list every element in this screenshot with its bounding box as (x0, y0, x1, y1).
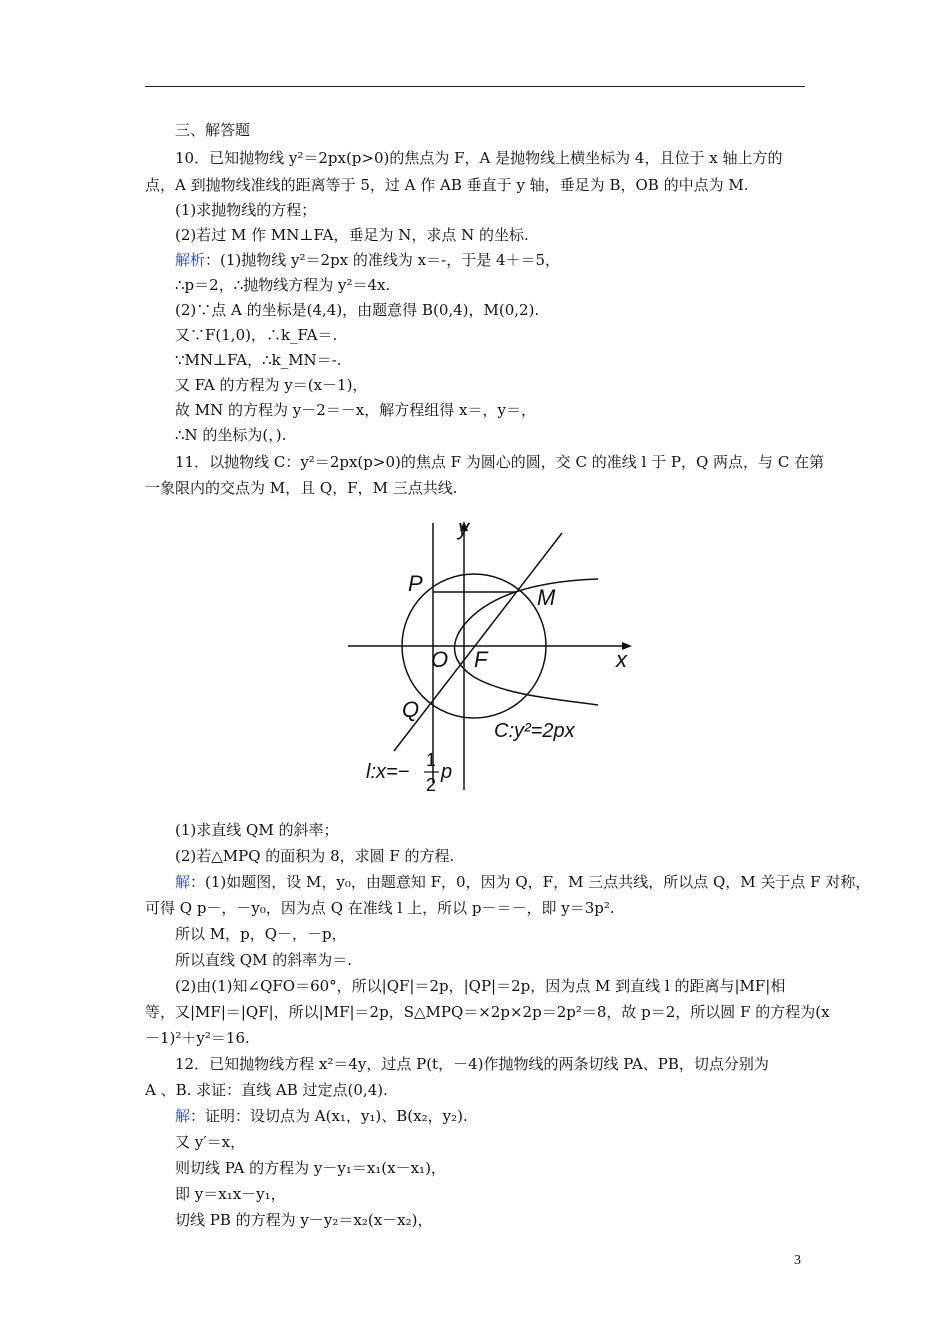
text-line-content: 三、解答题 (175, 121, 251, 139)
label-curve: C:y²=2px (494, 720, 575, 742)
label-frac-den: 2 (426, 775, 437, 795)
text-line-content: 故 MN 的方程为 y－2＝－x，解方程组得 x＝，y＝， (175, 401, 536, 419)
page-number: 3 (794, 1253, 801, 1268)
text-line-content: A 、B. 求证：直线 AB 过定点(0,4). (145, 1081, 388, 1099)
text-line (175, 846, 810, 866)
text-line (175, 275, 810, 295)
text-line (145, 175, 810, 195)
solution-marker: 解析 (175, 251, 206, 269)
text-line-content: 又 y′＝x， (175, 1133, 246, 1151)
text-line (175, 924, 810, 944)
parabola-circle-figure (340, 515, 640, 805)
text-line (175, 120, 810, 140)
text-line (145, 898, 810, 918)
text-line-content: ∵MN⊥FA，∴k_MN＝-. (175, 351, 342, 369)
text-line-content: 则切线 PA 的方程为 y－y₁＝x₁(x－x₁)， (175, 1159, 446, 1177)
text-line-content: 切线 PB 的方程为 y－y₂＝x₂(x－x₂)， (175, 1211, 433, 1229)
text-line-content: 可得 Q p－，－y₀，因为点 Q 在准线 l 上，所以 p－＝－，即 y＝3p². (145, 899, 615, 917)
text-line-content: (2)由(1)知∠QFO＝60°，所以|QF|＝2p，|QP|＝2p，因为点 M 到直线 l 的距离与|MF|相 (175, 977, 786, 995)
text-line-content: ：(1)如题图，设 M，y₀，由题意知 F，0，因为 Q，F，M 三点共线，所以点 Q，M 关于点 F 对称， (190, 873, 871, 891)
text-line-content: 又∵F(1,0)，∴k_FA＝. (175, 326, 338, 344)
text-line (175, 872, 871, 892)
text-line (175, 250, 810, 270)
text-line-content: 所以直线 QM 的斜率为＝. (175, 951, 352, 969)
text-line-content: (1)求直线 QM 的斜率； (175, 821, 339, 839)
text-line-content: 等，又|MF|＝|QF|，所以|MF|＝2p，S△MPQ＝×2p×2p＝2p²＝8，故 p＝2，所以圆 F 的方程为(x (145, 1003, 830, 1021)
text-line-content: 11．以抛物线 C：y²＝2px(p>0)的焦点 F 为圆心的圆，交 C 的准线 l 于 P，Q 两点，与 C 在第 (175, 453, 825, 471)
text-line (175, 1132, 810, 1152)
text-line (175, 225, 810, 245)
text-line (175, 1158, 810, 1178)
label-y: y (458, 515, 469, 540)
text-line-content: (2)若过 M 作 MN⊥FA，垂足为 N，求点 N 的坐标. (175, 226, 529, 244)
text-line-content: 即 y＝x₁x－y₁， (175, 1185, 286, 1203)
text-line (145, 1028, 810, 1048)
text-line-content: ∴N 的坐标为(，). (175, 426, 287, 444)
text-line (145, 1002, 830, 1022)
text-line (175, 1210, 810, 1230)
solution-marker: 解 (175, 873, 191, 891)
text-line (175, 976, 810, 996)
text-line (175, 148, 810, 168)
text-line (145, 1080, 810, 1100)
label-directrix-prefix: l:x=− (366, 761, 410, 783)
text-line-content: ：(1)抛物线 y²＝2px 的准线为 x＝-，于是 4＋＝5， (205, 251, 561, 269)
label-f: F (474, 647, 488, 672)
label-p: P (408, 571, 423, 596)
text-line-content: ∴p＝2，∴抛物线方程为 y²＝4x. (175, 276, 391, 294)
text-line (175, 325, 810, 345)
text-line-content: (1)求抛物线的方程； (175, 201, 317, 219)
label-q: Q (402, 697, 420, 722)
label-directrix-suffix: p (441, 761, 453, 783)
text-line (175, 1054, 810, 1074)
text-line (145, 478, 810, 498)
text-line-content: 一象限内的交点为 M，且 Q，F，M 三点共线. (145, 479, 458, 497)
text-line (175, 350, 810, 370)
text-line (175, 425, 810, 445)
text-line (175, 452, 825, 472)
label-o: O (431, 647, 449, 672)
text-line (175, 300, 810, 320)
header-rule (145, 86, 805, 87)
label-x: x (616, 647, 627, 672)
text-line-content: (2)若△MPQ 的面积为 8，求圆 F 的方程. (175, 847, 455, 865)
text-line-content: 又 FA 的方程为 y＝(x－1)， (175, 376, 368, 394)
text-line-content: ：证明：设切点为 A(x₁，y₁)、B(x₂，y₂). (190, 1107, 468, 1125)
text-line-content: 10．已知抛物线 y²＝2px(p>0)的焦点为 F，A 是抛物线上横坐标为 4，且位于 x 轴上方的 (175, 149, 783, 167)
label-frac-num: 1 (426, 750, 437, 770)
text-line-content: 12．已知抛物线方程 x²＝4y，过点 P(t，－4)作抛物线的两条切线 PA、PB，切点分别为 (175, 1055, 769, 1073)
text-line (175, 200, 810, 220)
text-line-content: 点，A 到抛物线准线的距离等于 5，过 A 作 AB 垂直于 y 轴，垂足为 B，OB 的中点为 M. (145, 176, 749, 194)
text-line-content: (2)∵点 A 的坐标是(4,4)，由题意得 B(0,4)，M(0,2). (175, 301, 540, 319)
text-line (175, 1184, 810, 1204)
label-m: M (537, 585, 556, 610)
text-line-content: 所以 M，p，Q－，－p， (175, 925, 347, 943)
text-line-content: －1)²＋y²＝16. (145, 1029, 250, 1047)
text-line (175, 400, 810, 420)
text-line (175, 820, 810, 840)
parabola-curve (455, 579, 598, 705)
text-line (175, 950, 810, 970)
text-line (175, 1106, 810, 1126)
solution-marker: 解 (175, 1107, 191, 1125)
text-line (175, 375, 810, 395)
